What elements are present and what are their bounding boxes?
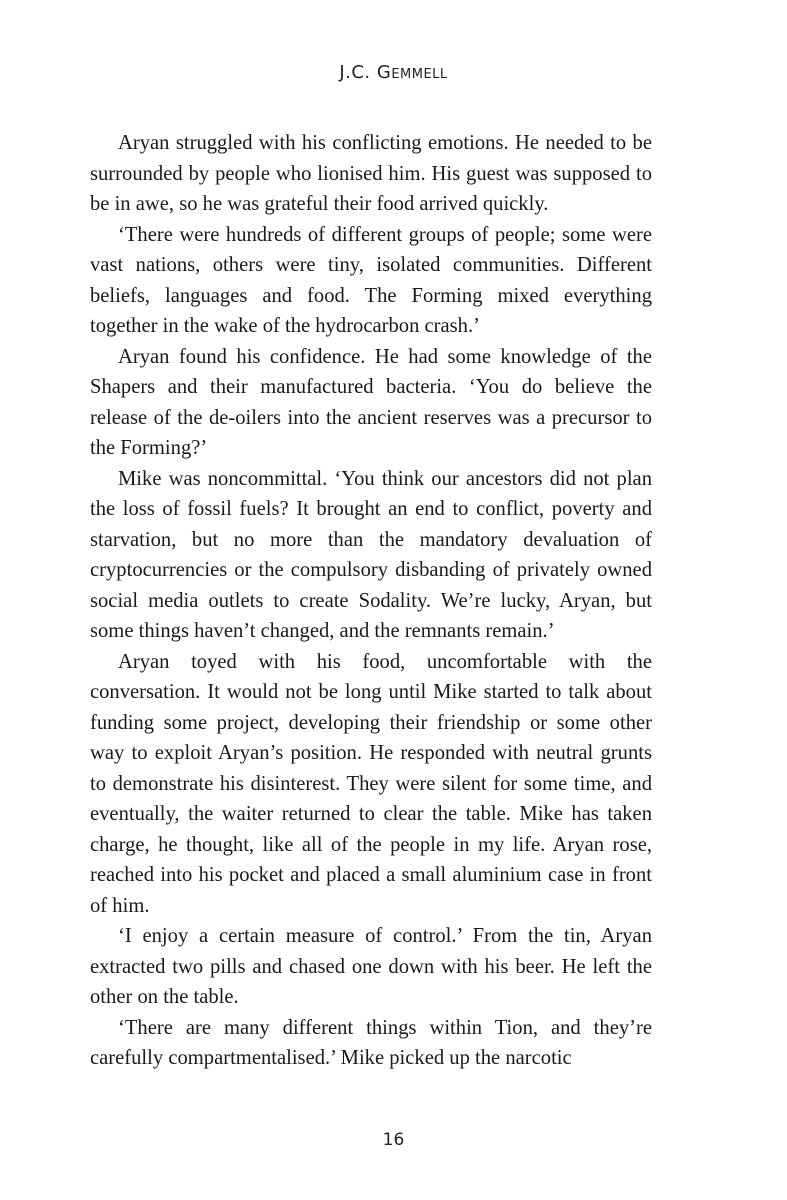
page-number: 16 — [382, 1130, 405, 1150]
paragraph: Aryan struggled with his conflicting emotions. He needed to be surrounded by people who lionised him. His guest was supposed to be in awe, so he was grateful their food arrived quickly. — [90, 132, 652, 215]
paragraph: ‘I enjoy a certain measure of control.’ From the tin, Aryan extracted two pills and chased one down with his beer. He left the other on the table. — [90, 925, 652, 1008]
running-head — [0, 62, 787, 83]
author-name: J.C. Gemmell — [339, 62, 448, 83]
body-text — [90, 128, 652, 1074]
paragraph: Aryan found his confidence. He had some knowledge of the Shapers and their manufactured bacteria. ‘You do believe the release of the de-oilers into the ancient reserves was a precursor to the Forming?’ — [90, 345, 652, 459]
paragraph: ‘There were hundreds of different groups of people; some were vast nations, others were tiny, isolated communities. Different beliefs, languages and food. The Forming mixed everything together in the wake of the hydrocarbon crash.’ — [90, 223, 652, 337]
paragraph: Mike was noncommittal. ‘You think our ancestors did not plan the loss of fossil fuels? It brought an end to conflict, poverty and starvation, but no more than the mandatory devaluation of cryptocurrencies or the compulsory disbanding of privately owned social media outlets to create Sodality. We’re lucky, Aryan, but some things haven’t changed, and the remnants remain.’ — [90, 467, 652, 642]
paragraph: ‘There are many different things within Tion, and they’re carefully compartmentalised.’ Mike picked up the narcotic — [90, 1016, 652, 1069]
paragraph: Aryan toyed with his food, uncomfortable with the conversation. It would not be long until Mike started to talk about funding some project, developing their friendship or some other way to exploit Aryan’s position. He responded with neutral grunts to demonstrate his disinterest. They were silent for some time, and eventually, the waiter returned to clear the table. Mike has taken charge, he thought, like all of the people in my life. Aryan rose, reached into his pocket and placed a small aluminium case in front of him. — [90, 650, 652, 917]
